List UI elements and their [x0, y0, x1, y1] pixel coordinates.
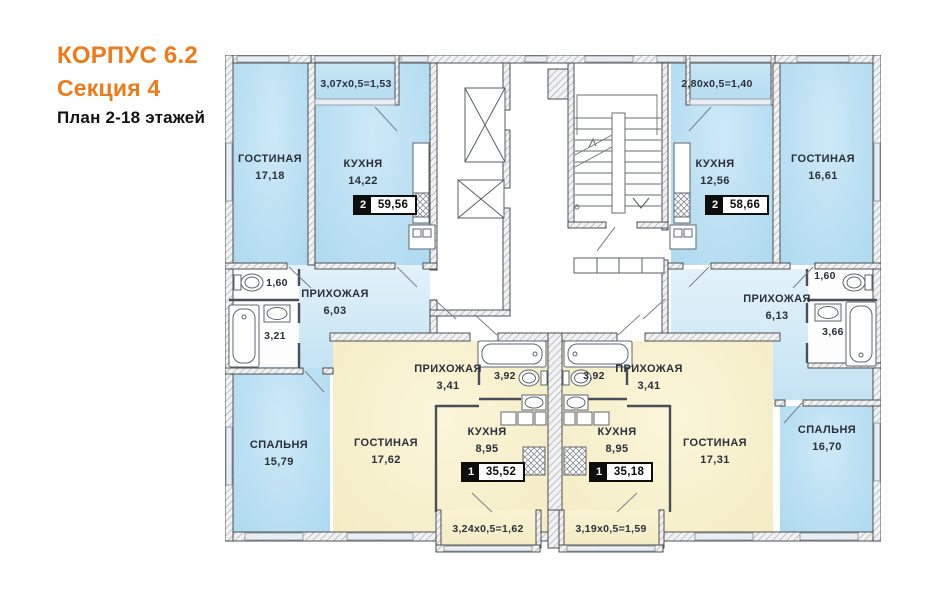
stove-icon	[523, 447, 545, 475]
label-living-right: ГОСТИНАЯ 16,61	[791, 152, 855, 182]
label-living-bottom-right: ГОСТИНАЯ 17,31	[683, 436, 747, 466]
wall-niches	[574, 258, 664, 273]
sink-icon	[815, 304, 841, 321]
toilet-icon	[519, 370, 547, 386]
label-wc-left: 1,60	[266, 277, 288, 289]
label-wc-right: 1,60	[814, 270, 836, 282]
toilet-icon	[843, 274, 872, 291]
label-hall-bottom-left: ПРИХОЖАЯ 3,41	[414, 362, 482, 392]
apartment-badge-top-left: 2 59,56	[353, 195, 417, 215]
label-balcony-top-right: 2,80x0,5=1,40	[681, 78, 753, 90]
bathtub-icon	[229, 305, 259, 367]
label-bedroom-left: СПАЛЬНЯ 15,79	[249, 438, 309, 468]
sink-icon	[670, 225, 696, 249]
label-balcony-top-left: 3,07x0,5=1,53	[320, 78, 392, 90]
label-bath-bottom-left: 3,92	[494, 370, 516, 382]
plan-subtitle: План 2-18 этажей	[57, 108, 206, 127]
label-balcony-bottom-left: 3,24x0,5=1,62	[452, 523, 524, 535]
label-balcony-bottom-right: 3,19x0,5=1,59	[575, 523, 647, 535]
label-hall-bottom-right: ПРИХОЖАЯ 3,41	[615, 362, 683, 392]
elevator-icon	[458, 88, 505, 218]
label-hall-right: ПРИХОЖАЯ 6,13	[743, 292, 811, 322]
stove-icon	[564, 447, 586, 475]
label-hall-left: ПРИХОЖАЯ 6,03	[301, 287, 369, 317]
label-kitchen-bottom-right: КУХНЯ 8,95	[597, 425, 637, 455]
sink-icon	[409, 225, 435, 249]
label-bath-bottom-right: 3,92	[583, 370, 605, 382]
apartment-badge-top-right: 2 58,66	[705, 195, 769, 215]
toilet-icon	[234, 274, 263, 291]
bathtub-icon	[846, 302, 876, 366]
bathtub-icon	[478, 341, 546, 367]
label-bath-right: 3,66	[822, 326, 844, 338]
floorplan	[225, 55, 881, 555]
sink-icon	[522, 395, 546, 410]
label-bath-left: 3,21	[264, 330, 286, 342]
apartment-badge-bottom-left: 1 35,52	[461, 462, 525, 482]
building-title: КОРПУС 6.2	[57, 42, 198, 69]
label-living-bottom-left: ГОСТИНАЯ 17,62	[354, 436, 418, 466]
label-kitchen-right: КУХНЯ 12,56	[695, 157, 735, 187]
label-living-left: ГОСТИНАЯ 17,18	[238, 152, 302, 182]
section-title: Секция 4	[57, 75, 161, 101]
label-bedroom-right: СПАЛЬНЯ 16,70	[797, 423, 857, 453]
sink-icon	[564, 395, 588, 410]
sink-icon	[264, 305, 290, 322]
label-kitchen-bottom-left: КУХНЯ 8,95	[467, 425, 507, 455]
apartment-badge-bottom-right: 1 35,18	[589, 462, 653, 482]
stove-icon	[674, 193, 690, 217]
title-block	[57, 44, 205, 126]
label-kitchen-left: КУХНЯ 14,22	[343, 157, 383, 187]
